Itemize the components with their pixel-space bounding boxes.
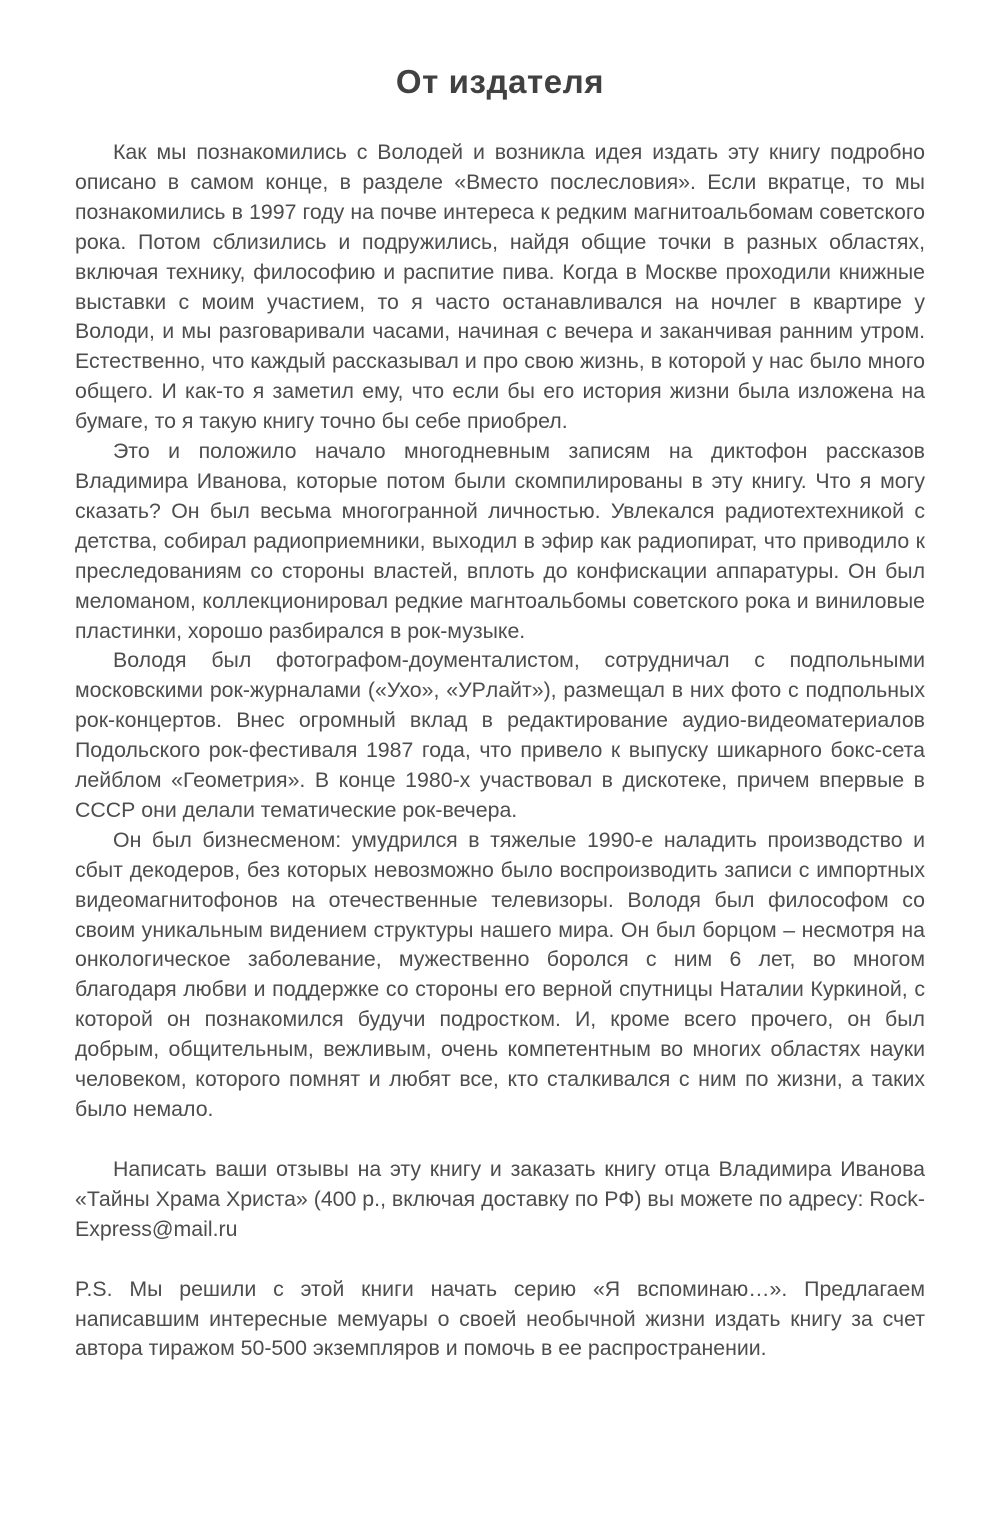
paragraph-1: Как мы познакомились с Володей и возникла идея издать эту книгу подробно описано в самом конце, в разделе «Вместо послесловия». Если вкратце, то мы познакомились в 1997 году на почве интереса к редким магнитоальбомам советского рока. Потом сблизились и подружились, найдя общие точки в разных областях, включая технику, философию и распитие пива. Когда в Москве проходили книжные выставки с моим участием, то я часто останавливался на ночлег в квартире у Володи, и мы разговаривали часами, начиная с вечера и заканчивая ранним утром. Естественно, что каждый рассказывал и про свою жизнь, в которой у нас было много общего. И как-то я заметил ему, что если бы его история жизни была изложена на бумаге, то я такую книгу точно бы себе приобрел.	[75, 140, 925, 434]
paragraph-4: Он был бизнесменом: умудрился в тяжелые 1990-е наладить производство и сбыт декодеров, без которых невозможно было воспроизводить записи с импортных видеомагнитофонов на отечественные телевизоры. Володя был философом со своим уникальным видением структуры нашего мира. Он был борцом – несмотря на онкологическое заболевание, мужественно боролся с ним 6 лет, во многом благодаря любви и поддержке со стороны его верной спутницы Наталии Куркиной, с которой он познакомился будучи подростком. И, кроме всего прочего, он был добрым, общительным, вежливым, очень компетентным во многих областях науки человеком, которого помнят и любят все, кто сталкивался с ним по жизни, а таких было немало.	[75, 827, 925, 1121]
paragraph-2: Это и положило начало многодневным записям на диктофон рассказов Владимира Иванова, которые потом были скомпилированы в эту книгу. Что я могу сказать? Он был весьма многогранной личностью. Увлекался радиотехтехникой с детства, собирал радиоприемники, выходил в эфир как радиопират, что приводило к преследованиям со стороны властей, вплоть до конфискации аппаратуры. Он был меломаном, коллекционировал редкие магнтоальбомы советского рока и виниловые пластинки, хорошо разбирался в рок-музыке.	[75, 439, 925, 643]
paragraph-postscript: P.S. Мы решили с этой книги начать серию «Я вспоминаю…». Предлагаем написавшим интересные мемуары о своей необычной жизни издать книгу за счет автора тиражом 50-500 экземпляров и помочь в ее распространении.	[75, 1276, 925, 1361]
paragraph-contact-order: Написать ваши отзывы на эту книгу и заказать книгу отца Владимира Иванова «Тайны Храма Христа» (400 р., включая доставку по РФ) вы можете по адресу: Rock-Express@mail.ru	[75, 1156, 925, 1241]
page-title: От издателя	[395, 63, 605, 100]
page-content	[75, 62, 925, 1364]
paragraph-3: Володя был фотографом-доументалистом, сотрудничал с подпольными московскими рок-журналами («Ухо», «УРлайт»), размещал в них фото с подпольных рок-концертов. Внес огромный вклад в редактирование аудио-видеоматериалов Подольского рок-фестиваля 1987 года, что привело к выпуску шикарного бокс-сета лейблом «Геометрия». В конце 1980-х участвовал в дискотеке, причем впервые в СССР они делали тематические рок-вечера.	[75, 648, 925, 822]
